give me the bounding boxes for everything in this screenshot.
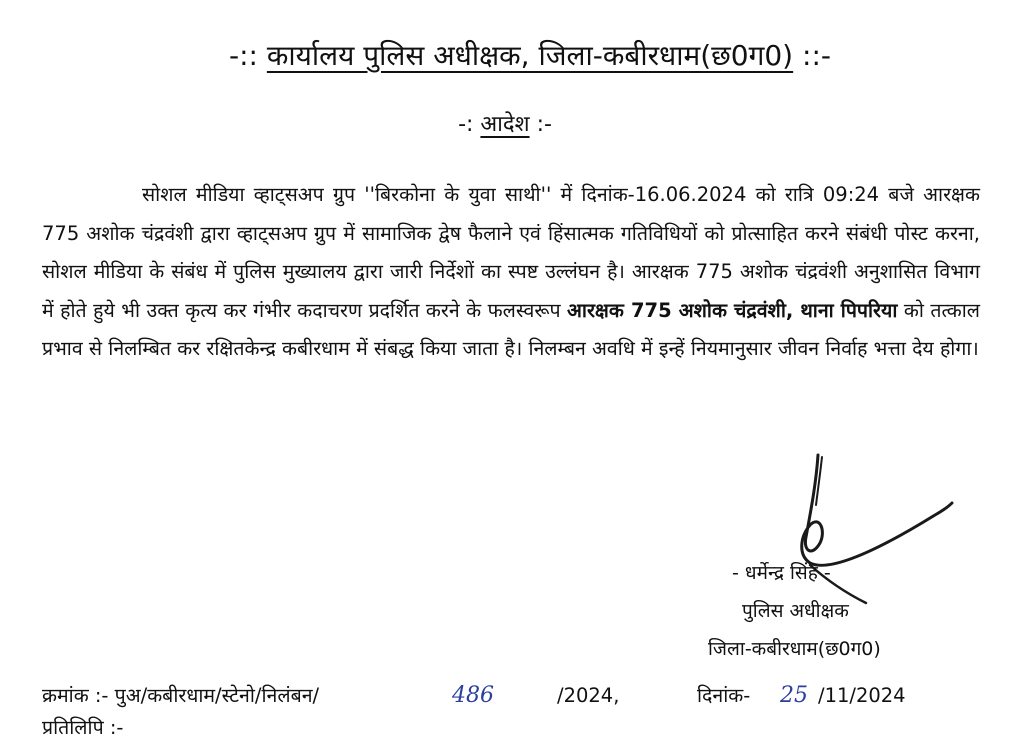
order-suffix: :- [536,112,552,137]
signatory-block [700,554,930,668]
office-header [150,36,910,76]
copy-to-label: प्रतिलिपि :- [42,716,124,739]
signatory-designation: पुलिस अधीक्षक [742,600,849,622]
date-rest: /11/2024 [818,684,906,707]
signatory-district: जिला-कबीरधाम(छ0ग0) [708,638,881,660]
header-suffix: ::- [802,39,832,72]
order-heading [380,108,630,142]
order-prefix: -: [458,112,474,137]
reference-year: /2024, [557,684,620,707]
order-body [42,176,980,369]
order-word: आदेश [480,112,530,137]
body-text-part2: को तत्काल प्रभाव से निलम्बित कर रक्षितकेन्द्र कबीरधाम में संबद्ध किया जाता है। निलम्बन अवधि में इन्हें नियमानुसार जीवन निर्वाह भत्ता देय होगा। [42,298,981,361]
body-bold-constable: आरक्षक 775 अशोक चंद्रवंशी, थाना पिपरिया [567,298,898,322]
body-text-part1: सोशल मीडिया व्हाट्सअप ग्रुप ''बिरकोना के युवा साथी'' में दिनांक-16.06.2024 को रात्रि 09:24 बजे आरक्षक 775 अशोक चंद्रवंशी द्वारा व्हाट्सअप ग्रुप में सामाजिक द्वेष फैलाने एवं हिंसात्मक गतिविधियों को प्रोत्साहित करने संबंधी पोस्ट करना, सोशल मीडिया के संबंध में पुलिस मुख्यालय द्वारा जारी निर्देशों का स्पष्ट उल्लंघन है। आरक्षक 775 अशोक चंद्रवंशी अनुशासित विभाग में होते हुये भी उक्त कृत्य कर गंभीर कदाचरण प्रदर्शित करने के फलस्वरूप [42,183,980,322]
reference-label: क्रमांक :- पुअ/कबीरधाम/स्टेनो/निलंबन/ [42,684,320,707]
date-label: दिनांक- [697,684,751,707]
reference-number: 486 [452,683,494,708]
signatory-name: - धर्मेन्द्र सिंह - [732,562,831,584]
header-prefix: -:: [228,39,258,72]
office-name: कार्यालय पुलिस अधीक्षक, जिला-कबीरधाम(छ0ग0) [266,39,794,72]
date-day: 25 [780,683,808,708]
reference-line [42,678,982,714]
